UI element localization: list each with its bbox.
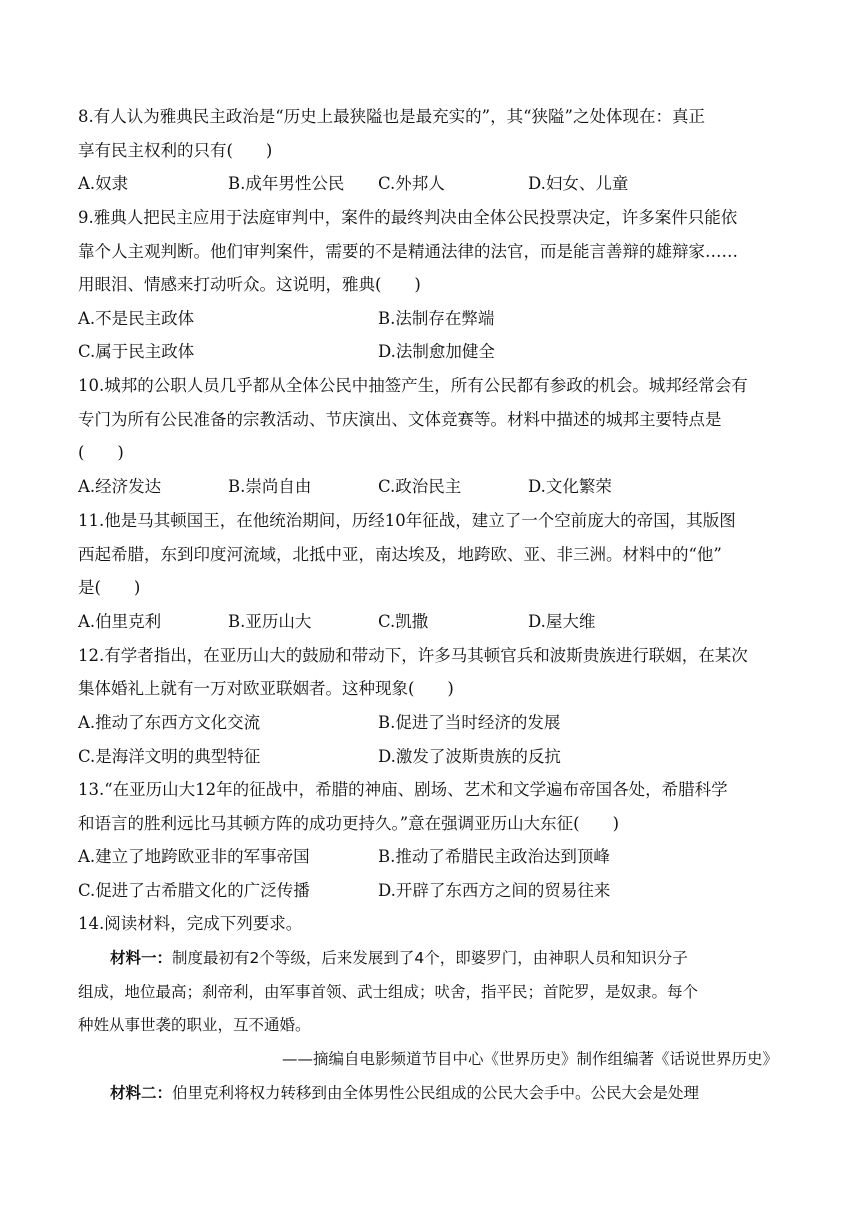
q11-option-c[interactable]: C.凯撒	[378, 612, 429, 631]
q11-option-b[interactable]: B.亚历山大	[228, 612, 312, 631]
q14-material1-line-2: 组成，地位最高；刹帝利，由军事首领、武士组成；吠舍，指平民；首陀罗，是奴隶。每个	[78, 983, 699, 1001]
q11-stem-line-2: 西起希腊，东到印度河流域，北抵中亚，南达埃及，地跨欧、亚、非三洲。材料中的“他”	[78, 545, 722, 564]
q13-stem-line-2: 和语言的胜利远比马其顿方阵的成功更持久。”意在强调亚历山大东征( )	[78, 814, 620, 833]
q9-stem-line-3: 用眼泪、情感来打动听众。这说明，雅典( )	[78, 275, 421, 294]
q9-option-c[interactable]: C.属于民主政体	[78, 342, 195, 361]
q9-option-a[interactable]: A.不是民主政体	[78, 309, 195, 328]
q14-material2-label: 材料二：	[110, 1084, 173, 1102]
q12-stem-line-1: 12.有学者指出，在亚历山大的鼓励和带动下，许多马其顿官兵和波斯贵族进行联姻，在某次	[78, 646, 748, 665]
q12-option-d[interactable]: D.激发了波斯贵族的反抗	[378, 747, 561, 766]
q10-option-a[interactable]: A.经济发达	[78, 477, 162, 496]
q10-option-c[interactable]: C.政治民主	[378, 477, 462, 496]
q13-option-c[interactable]: C.促进了古希腊文化的广泛传播	[78, 881, 310, 900]
q10-stem-line-2: 专门为所有公民准备的宗教活动、节庆演出、文体竞赛等。材料中描述的城邦主要特点是	[78, 410, 722, 429]
q9-stem-line-1: 9.雅典人把民主应用于法庭审判中，案件的最终判决由全体公民投票决定，许多案件只能依	[78, 208, 738, 227]
q9-option-d[interactable]: D.法制愈加健全	[378, 342, 495, 361]
q14-material1-line-3: 种姓从事世袭的职业，互不通婚。	[78, 1016, 311, 1034]
q9-option-b[interactable]: B.法制存在弊端	[378, 309, 495, 328]
q8-stem-line-1: 8.有人认为雅典民主政治是“历史上最狭隘也是最充实的”，其“狭隘”之处体现在：真正	[78, 107, 705, 126]
q11-option-d[interactable]: D.屋大维	[528, 612, 596, 631]
q8-option-c[interactable]: C.外邦人	[378, 174, 445, 193]
q9-stem-line-2: 靠个人主观判断。他们审判案件，需要的不是精通法律的法官，而是能言善辩的雄辩家……	[78, 242, 738, 261]
q13-option-b[interactable]: B.推动了希腊民主政治达到顶峰	[378, 847, 610, 866]
q12-option-c[interactable]: C.是海洋文明的典型特征	[78, 747, 261, 766]
q13-stem-line-1: 13.“在亚历山大12年的征战中，希腊的神庙、剧场、艺术和文学遍布帝国各处，希腊科学	[78, 780, 728, 799]
q8-option-d[interactable]: D.妇女、儿童	[528, 174, 629, 193]
q8-option-b[interactable]: B.成年男性公民	[228, 174, 345, 193]
q14-stem: 14.阅读材料，完成下列要求。	[78, 914, 303, 933]
q12-option-b[interactable]: B.促进了当时经济的发展	[378, 713, 561, 732]
q14-material1-text-1: 制度最初有2个等级，后来发展到了4个，即婆罗门，由神职人员和知识分子	[172, 949, 688, 967]
q11-stem-line-3: 是( )	[78, 578, 141, 597]
q11-stem-line-1: 11.他是马其顿国王，在他统治期间，历经10年征战，建立了一个空前庞大的帝国，其版图	[78, 511, 736, 530]
q14-material1-label: 材料一：	[110, 949, 173, 967]
q12-option-a[interactable]: A.推动了东西方文化交流	[78, 713, 261, 732]
q11-option-a[interactable]: A.伯里克利	[78, 612, 162, 631]
q14-material2-line-1	[110, 1081, 699, 1105]
q10-stem-line-1: 10.城邦的公职人员几乎都从全体公民中抽签产生，所有公民都有参政的机会。城邦经常会有	[78, 376, 748, 395]
q14-material2-text-1: 伯里克利将权力转移到由全体男性公民组成的公民大会手中。公民大会是处理	[172, 1084, 700, 1102]
q10-option-d[interactable]: D.文化繁荣	[528, 477, 612, 496]
q13-option-a[interactable]: A.建立了地跨欧亚非的军事帝国	[78, 847, 310, 866]
q10-stem-line-3: ( )	[78, 443, 124, 462]
q8-option-a[interactable]: A.奴隶	[78, 174, 129, 193]
q12-stem-line-2: 集体婚礼上就有一万对欧亚联姻者。这种现象( )	[78, 679, 454, 698]
q10-option-b[interactable]: B.崇尚自由	[228, 477, 312, 496]
q13-option-d[interactable]: D.开辟了东西方之间的贸易往来	[378, 881, 611, 900]
q14-material1-source: ——摘编自电影频道节目中心《世界历史》制作组编著《话说世界历史》	[281, 1050, 778, 1068]
q14-material1-line-1	[110, 946, 688, 970]
q8-stem-line-2: 享有民主权利的只有( )	[78, 141, 273, 160]
